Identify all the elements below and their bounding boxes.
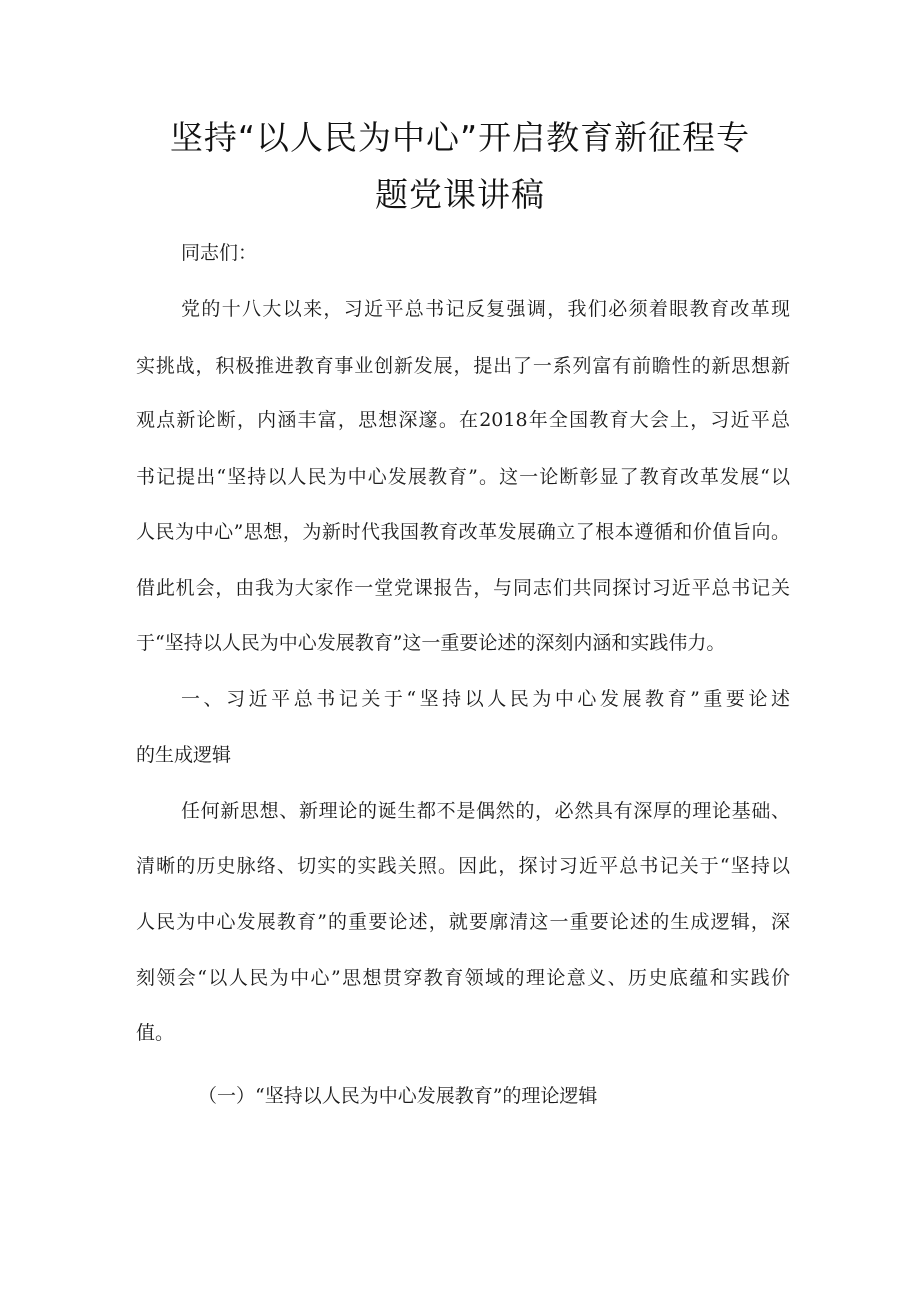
intro-line: 借此机会，由我为大家作一堂党课报告，与同志们共同探讨习近平总书记关 [136,577,790,599]
intro-line: 书记提出“坚持以人民为中心发展教育”。这一论断彰显了教育改革发展“以 [136,466,790,488]
salutation: 同志们： [181,242,258,264]
paragraph-line: 刻领会“以人民为中心”思想贯穿教育领域的理论意义、历史底蕴和实践价 [136,967,790,989]
intro-line: 实挑战，积极推进教育事业创新发展，提出了一系列富有前瞻性的新思想新 [136,355,790,377]
intro-line: 人民为中心”思想，为新时代我国教育改革发展确立了根本遵循和价值旨向。 [136,521,790,543]
section-heading-line: 的生成逻辑 [136,744,232,766]
paragraph-line: 任何新思想、新理论的诞生都不是偶然的，必然具有深厚的理论基础、 [181,800,790,822]
paragraph-line: 人民为中心发展教育”的重要论述，就要廓清这一重要论述的生成逻辑，深 [136,911,790,933]
section-heading-line: 一、习近平总书记关于“坚持以人民为中心发展教育”重要论述 [181,688,790,710]
paragraph-line: 清晰的历史脉络、切实的实践关照。因此，探讨习近平总书记关于“坚持以 [136,855,790,877]
document-title-line-2: 题党课讲稿 [375,175,545,214]
paragraph-line: 值。 [136,1022,175,1044]
subsection-heading: （一）“坚持以人民为中心发展教育”的理论逻辑 [198,1085,598,1107]
document-title-line-1: 坚持“以人民为中心”开启教育新征程专 [169,118,751,157]
intro-line: 于“坚持以人民为中心发展教育”这一重要论述的深刻内涵和实践伟力。 [136,632,726,654]
intro-line: 党的十八大以来，习近平总书记反复强调，我们必须着眼教育改革现 [181,298,790,320]
intro-line: 观点新论断，内涵丰富，思想深邃。在2018年全国教育大会上，习近平总 [136,409,790,431]
